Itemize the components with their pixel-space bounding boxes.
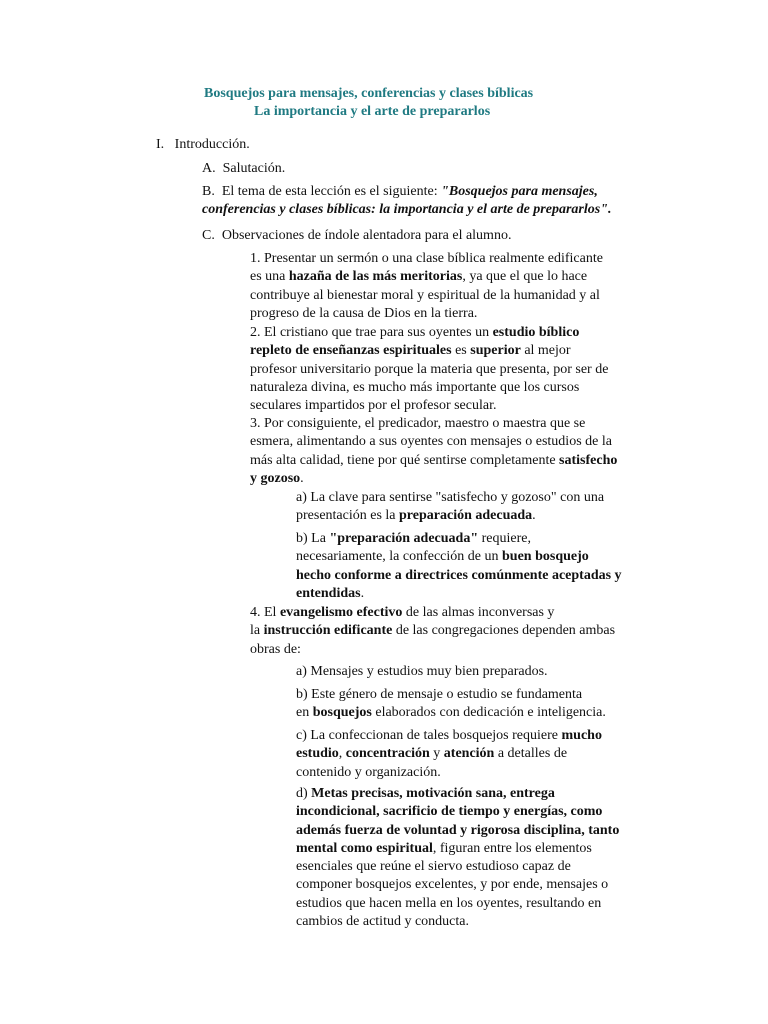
bold-phrase: instrucción edificante <box>263 623 393 639</box>
bold-phrase: superior <box>470 343 521 359</box>
text-line: al mejor <box>520 343 571 359</box>
point-2 <box>250 324 608 415</box>
bold-phrase: atención <box>443 746 495 762</box>
text-line: progreso de la causa de Dios en la tierra. <box>250 305 478 321</box>
point-4b <box>296 686 606 723</box>
document-title-line2: La importancia y el arte de prepararlos <box>254 104 491 119</box>
item-text: Observaciones de índole alentadora para el alumno. <box>221 228 512 243</box>
text-line: . <box>360 585 365 601</box>
text-line: es una <box>250 269 289 285</box>
text-line: seculares impartidos por el profesor secular. <box>250 398 497 414</box>
text-line: presentación es la <box>296 508 400 524</box>
text-line: , ya que el que lo hace <box>462 269 588 285</box>
quote-open: " <box>441 184 449 199</box>
text-line: componer bosquejos excelentes, y por ende, mensajes o <box>296 877 609 893</box>
text-line: 4. El <box>250 605 280 620</box>
bold-phrase: hazaña de las más meritorias <box>288 269 463 285</box>
bold-phrase: incondicional, sacrificio de tiempo y energías, como <box>296 804 603 820</box>
text-line: estudios que hacen mella en los oyentes, resultando en <box>296 895 602 911</box>
point-4a <box>296 663 548 681</box>
text-line: la <box>250 623 264 639</box>
point-4d <box>296 785 619 931</box>
item-marker: C. <box>202 228 215 243</box>
bold-phrase: mental como espiritual <box>296 840 433 856</box>
bold-phrase: "preparación adecuada" <box>329 531 479 546</box>
point-3a <box>296 489 604 526</box>
point-4c <box>296 727 602 782</box>
bold-phrase: evangelismo efectivo <box>279 605 403 620</box>
text-line: , <box>338 746 346 762</box>
bold-phrase: buen bosquejo <box>502 549 589 565</box>
point-1 <box>250 250 603 323</box>
text-line: contribuye al bienestar moral y espiritual de la humanidad y al <box>250 287 600 303</box>
bold-phrase: mucho <box>561 728 602 743</box>
text-line: d) <box>296 786 312 801</box>
text-line: naturaleza divina, es mucho más importante que los cursos <box>250 379 580 395</box>
point-4 <box>250 604 615 659</box>
text-line: es <box>451 343 471 359</box>
text-line: a) La clave para sentirse "satisfecho y gozoso" con una <box>296 490 605 505</box>
section-marker: I. <box>156 137 165 152</box>
bold-phrase: estudio <box>296 746 339 762</box>
quote-close: ". <box>600 202 612 218</box>
text-line: a) Mensajes y estudios muy bien preparados. <box>296 664 548 679</box>
bold-phrase: bosquejos <box>312 705 372 721</box>
text-line: requiere, <box>478 531 531 546</box>
text-line: , figuran entre los elementos <box>432 840 592 856</box>
document-title-line1: Bosquejos para mensajes, conferencias y clases bíblicas <box>204 86 534 101</box>
text-line: de las congregaciones dependen ambas <box>392 623 616 639</box>
text-line: elaborados con dedicación e inteligencia. <box>371 705 606 721</box>
item-c-observaciones <box>202 227 511 244</box>
topic-emphasis-2: conferencias y clases bíblicas: la importancia y el arte de prepararlos <box>202 202 601 218</box>
bold-phrase: estudio bíblico <box>492 325 580 340</box>
text-line: esenciales que reúne el siervo estudioso capaz de <box>296 859 571 875</box>
item-marker: B. <box>202 184 215 199</box>
item-marker: A. <box>202 161 216 176</box>
item-text: El tema de esta lección es el siguiente: <box>221 184 442 199</box>
text-line: a detalles de <box>494 746 568 762</box>
text-line: en <box>296 705 313 721</box>
text-line: de las almas inconversas y <box>402 605 555 620</box>
bold-phrase: repleto de enseñanzas espirituales <box>250 343 452 359</box>
bold-phrase: además fuerza de voluntad y rigorosa disciplina, tanto <box>296 822 620 838</box>
text-line: contenido y organización. <box>296 764 441 780</box>
item-text: Salutación. <box>222 161 286 176</box>
bold-phrase: satisfecho <box>559 452 618 468</box>
text-line: más alta calidad, tiene por qué sentirse completamente <box>250 452 560 468</box>
bold-phrase: preparación adecuada <box>399 508 533 524</box>
bold-phrase: Metas precisas, motivación sana, entrega <box>311 786 555 801</box>
point-3b <box>296 530 622 603</box>
item-a-salutacion <box>202 160 285 177</box>
text-line: c) La confeccionan de tales bosquejos requiere <box>296 728 562 743</box>
section-label: Introducción. <box>174 137 250 152</box>
point-3 <box>250 415 617 488</box>
bold-phrase: hecho conforme a directrices comúnmente aceptadas y <box>296 567 622 583</box>
text-line: 3. Por consiguiente, el predicador, maestro o maestra que se <box>250 416 586 431</box>
text-line: b) Este género de mensaje o estudio se fundamenta <box>296 687 583 702</box>
text-line: necesariamente, la confección de un <box>296 549 503 565</box>
item-b-tema <box>202 183 682 220</box>
topic-emphasis-1: Bosquejos para mensajes, <box>448 184 598 199</box>
text-line: y <box>429 746 444 762</box>
text-line: profesor universitario porque la materia que presenta, por ser de <box>250 361 609 377</box>
text-line: 2. El cristiano que trae para sus oyentes un <box>250 325 493 340</box>
text-line: 1. Presentar un sermón o una clase bíblica realmente edificante <box>250 251 603 266</box>
text-line: esmera, alimentando a sus oyentes con mensajes o estudios de la <box>250 434 612 450</box>
text-line: . <box>300 470 304 486</box>
text-line: obras de: <box>250 641 301 657</box>
bold-phrase: concentración <box>345 746 430 762</box>
section-heading-introduccion <box>156 136 250 153</box>
text-line: b) La <box>296 531 330 546</box>
text-line: cambios de actitud y conducta. <box>296 914 469 930</box>
bold-phrase: entendidas <box>296 585 361 601</box>
bold-phrase: y gozoso <box>250 470 301 486</box>
text-line: . <box>532 508 536 524</box>
